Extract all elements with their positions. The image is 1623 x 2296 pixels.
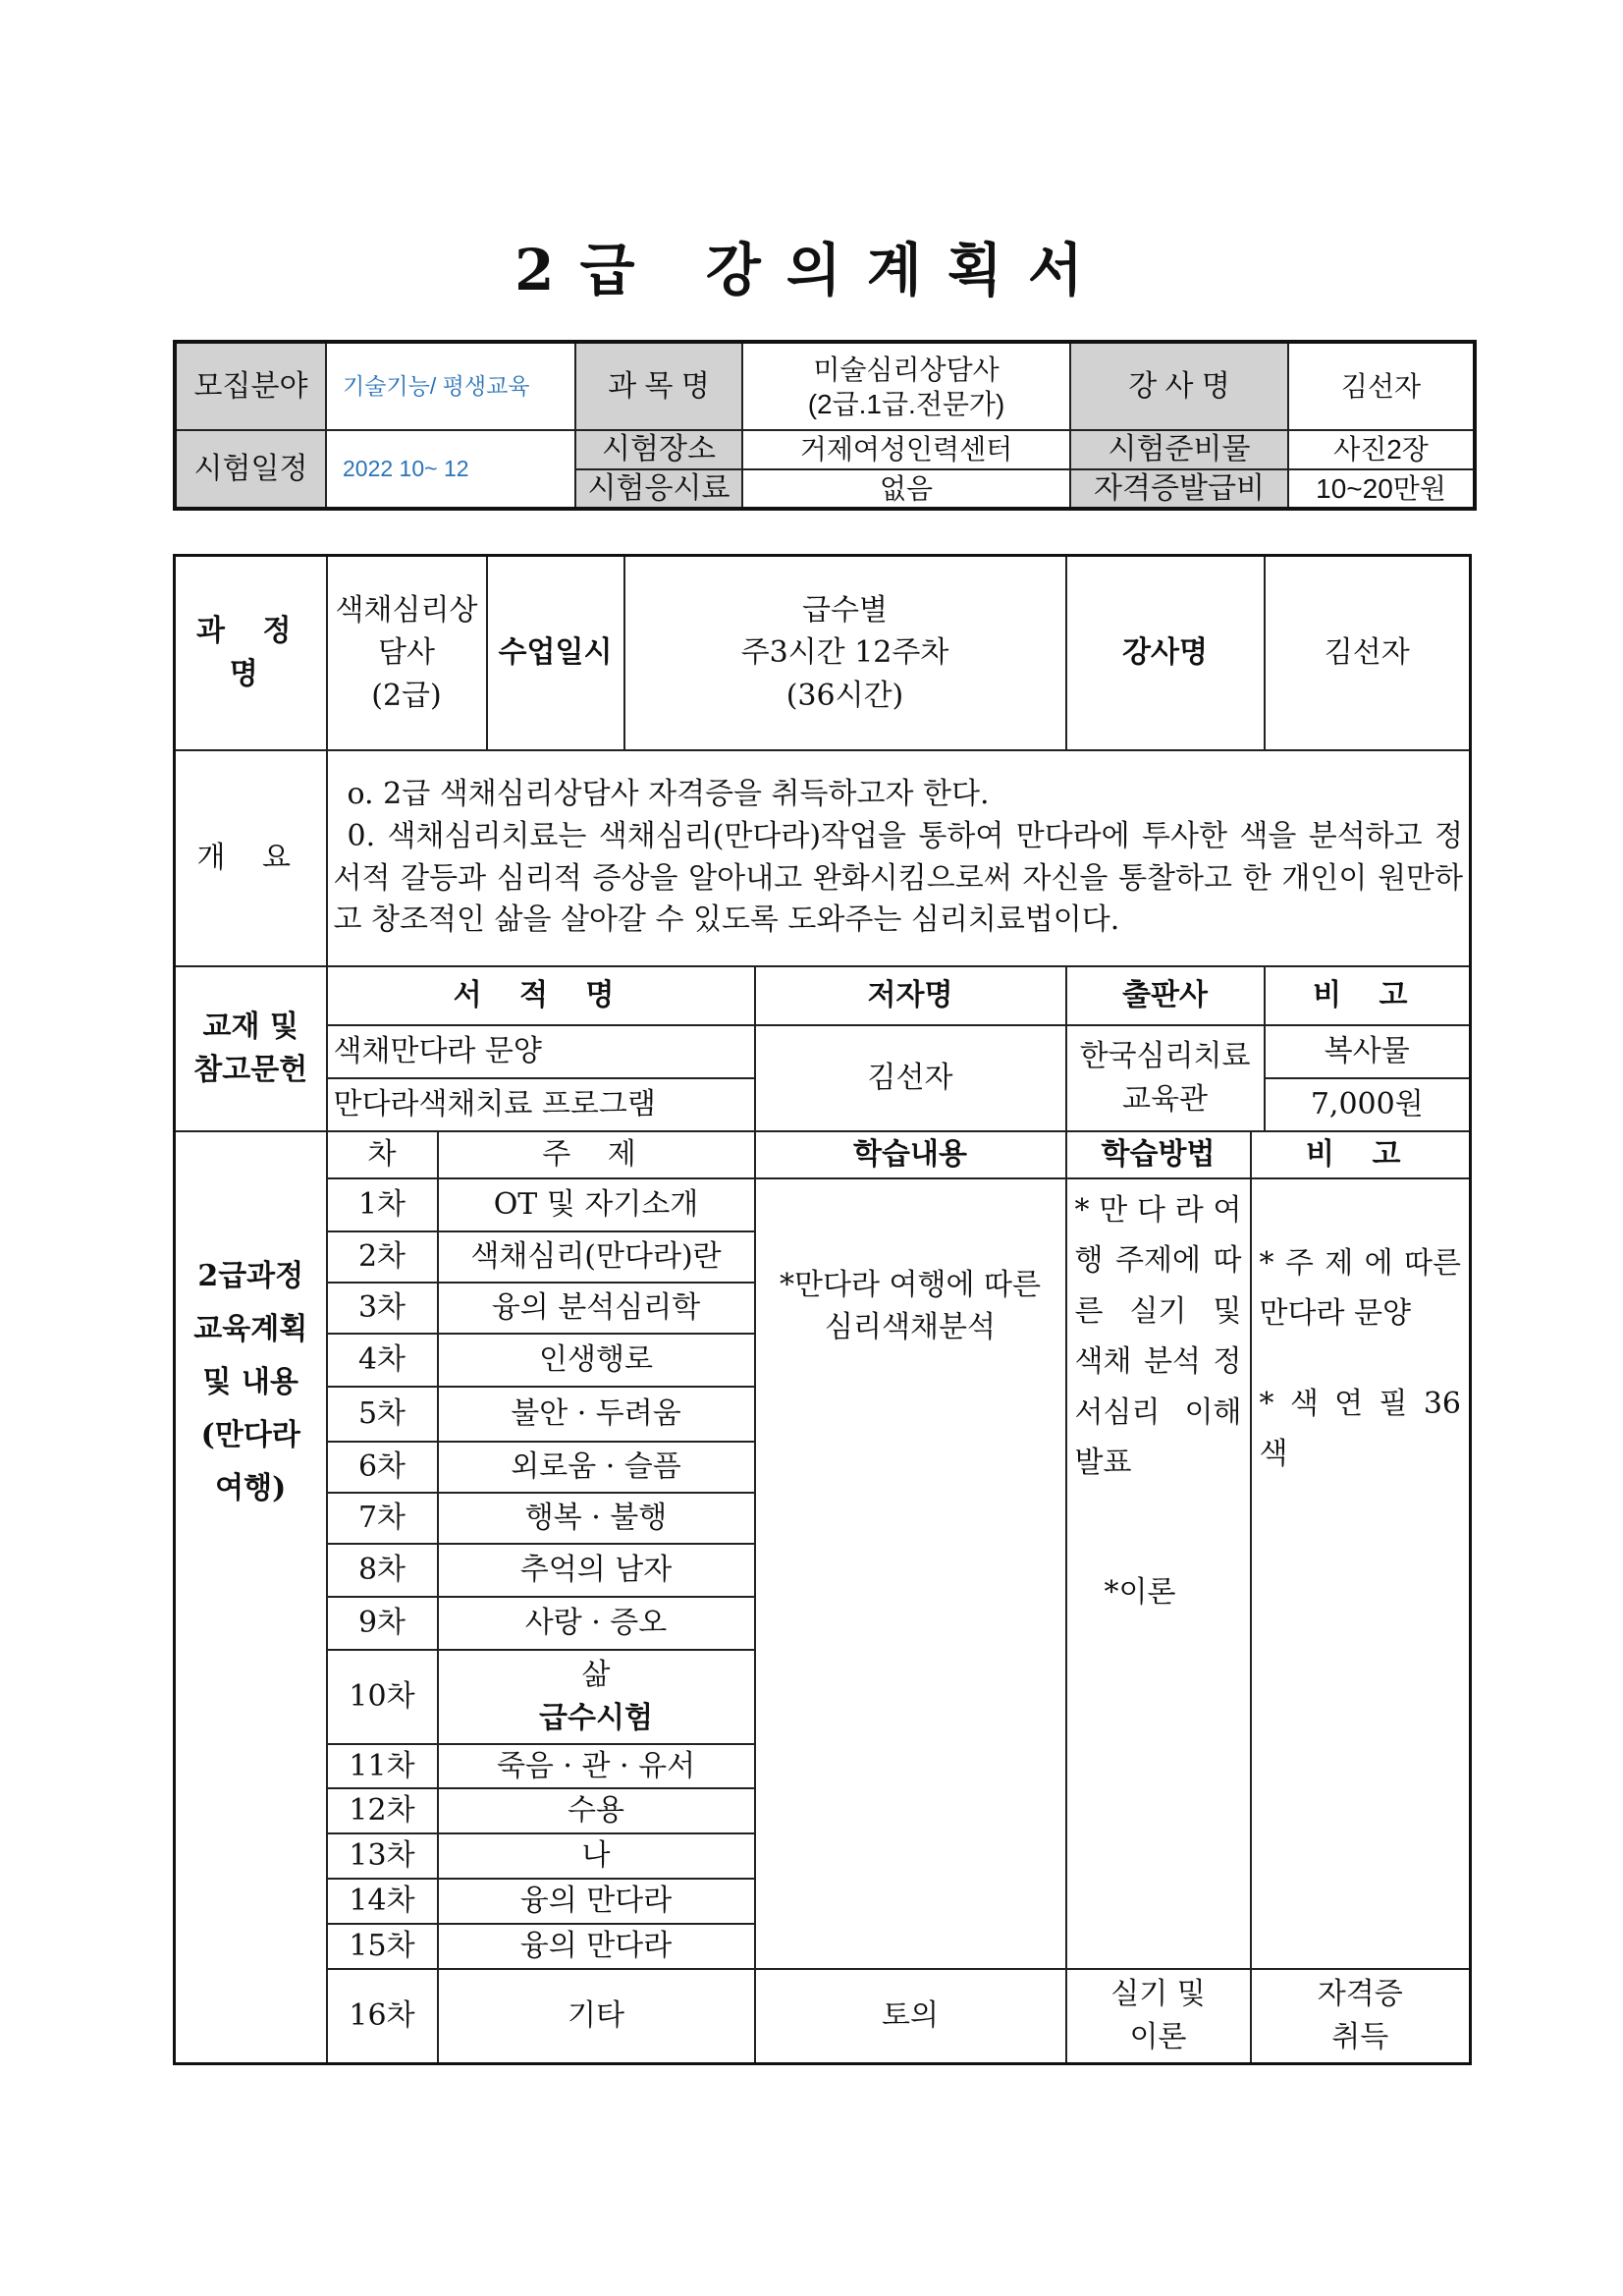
session-topic: 죽음 · 관 · 유서 <box>438 1744 755 1789</box>
exam-prep-label: 시험준비물 <box>1070 430 1288 469</box>
recruit-value: 기술기능/ 평생교육 <box>326 342 575 430</box>
exam-date-value: 2022 10~ 12 <box>326 430 575 509</box>
session-topic: 사랑 · 증오 <box>438 1597 755 1650</box>
session-no: 15차 <box>327 1924 438 1969</box>
session-topic: 융의 분석심리학 <box>438 1283 755 1334</box>
schedule-line2: 주3시간 12주차 <box>740 635 949 670</box>
exam-prep-value: 사진2장 <box>1288 430 1475 469</box>
info-table <box>173 340 1477 511</box>
plan-col-content: 학습내용 <box>755 1131 1066 1178</box>
session-topic: 색채심리(만다라)란 <box>438 1231 755 1283</box>
exam-fee-label: 시험응시료 <box>575 469 742 510</box>
session-topic: OT 및 자기소개 <box>438 1178 755 1231</box>
book-row-2-note: 7,000원 <box>1265 1078 1471 1131</box>
plan-label <box>175 1131 327 2064</box>
books-col-title: 서 적 명 <box>327 966 755 1025</box>
recruit-label: 모집분야 <box>175 342 326 430</box>
books-label <box>175 966 327 1131</box>
learning-content-line2: 심리색채분석 <box>825 1310 996 1344</box>
session-no: 12차 <box>327 1788 438 1833</box>
plan-col-topic: 주 제 <box>438 1131 755 1178</box>
book-row-1-title: 색채만다라 문양 <box>327 1025 755 1078</box>
session-no: 13차 <box>327 1833 438 1879</box>
last-note-line2: 취득 <box>1331 2019 1389 2054</box>
plan-col-note: 비 고 <box>1251 1131 1471 1178</box>
plan-label-line1: 2급과정 <box>197 1258 304 1293</box>
session-no: 11차 <box>327 1744 438 1789</box>
plan-col-session: 차 <box>327 1131 438 1178</box>
session-no: 14차 <box>327 1879 438 1924</box>
session-topic <box>438 1650 755 1744</box>
last-content: 토의 <box>755 1969 1066 2063</box>
session-topic: 기타 <box>438 1969 755 2063</box>
book-row-1-note: 복사물 <box>1265 1025 1471 1078</box>
learning-method-theory: *이론 <box>1104 1575 1176 1611</box>
last-note-line1: 자격증 <box>1317 1977 1403 2012</box>
cert-fee-label: 자격증발급비 <box>1070 469 1288 510</box>
learning-method-main: * 만 다 라 여 행 주제에 따른 실기 및 색채 분석 정서심리 이해 발표 <box>1074 1192 1242 1481</box>
session-no: 16차 <box>327 1969 438 2063</box>
exam-fee-value: 없음 <box>742 469 1070 510</box>
plan-label-line3: 및 내용 <box>202 1364 298 1399</box>
course-name-line1: 색채심리상담사 <box>335 592 478 670</box>
session-no: 3차 <box>327 1283 438 1334</box>
session-no: 6차 <box>327 1442 438 1493</box>
session-topic-line1: 삶 <box>581 1658 611 1692</box>
subject-value-line1: 미술심리상담사 <box>813 354 1000 385</box>
session-topic: 인생행로 <box>438 1334 755 1387</box>
session-topic: 융의 만다라 <box>438 1924 755 1969</box>
plan-col-method: 학습방법 <box>1066 1131 1251 1178</box>
learning-method <box>1066 1178 1251 1970</box>
session-no: 10차 <box>327 1650 438 1744</box>
session-no: 5차 <box>327 1387 438 1442</box>
course-instructor-value: 김선자 <box>1265 556 1471 750</box>
exam-place-label: 시험장소 <box>575 430 742 469</box>
schedule-line1: 급수별 <box>802 592 888 628</box>
last-method-line2: 이론 <box>1129 2019 1187 2054</box>
course-plan-table <box>173 554 1472 2065</box>
course-name-line2: (2급) <box>371 678 442 713</box>
learning-content-line1: *만다라 여행에 따른 <box>780 1267 1041 1302</box>
instructor-label: 강 사 명 <box>1070 342 1288 430</box>
course-instructor-label: 강사명 <box>1066 556 1265 750</box>
schedule-line3: (36시간) <box>785 678 904 713</box>
session-no: 1차 <box>327 1178 438 1231</box>
session-topic: 추억의 남자 <box>438 1544 755 1597</box>
overview-line2: 0. 색채심리치료는 색채심리(만다라)작업을 통하여 만다라에 투사한 색을 분석하고 정서적 갈등과 심리적 증상을 알아내고 완화시킴으로써 자신을 통찰하고 한 개인이 원만하고 창조적인 삶을 살아갈 수 있도록 도와주는 심리치료법이다. <box>333 818 1464 938</box>
overview-text <box>327 750 1471 966</box>
last-note <box>1251 1969 1471 2063</box>
last-method-line1: 실기 및 <box>1110 1977 1206 2012</box>
course-name-label: 과 정 명 <box>175 556 327 750</box>
subject-value-line2: (2급.1급.전문가) <box>807 388 1005 419</box>
session-topic: 나 <box>438 1833 755 1879</box>
session-no: 8차 <box>327 1544 438 1597</box>
cert-fee-value: 10~20만원 <box>1288 469 1475 510</box>
books-col-author: 저자명 <box>755 966 1066 1025</box>
session-no: 4차 <box>327 1334 438 1387</box>
session-topic: 융의 만다라 <box>438 1879 755 1924</box>
session-no: 7차 <box>327 1493 438 1544</box>
book-author: 김선자 <box>755 1025 1066 1131</box>
book-row-2-title: 만다라색채치료 프로그램 <box>327 1078 755 1131</box>
session-topic: 행복 · 불행 <box>438 1493 755 1544</box>
plan-note <box>1251 1178 1471 1970</box>
books-col-publisher: 출판사 <box>1066 966 1265 1025</box>
session-topic: 외로움 · 슬픔 <box>438 1442 755 1493</box>
session-no: 9차 <box>327 1597 438 1650</box>
exam-date-label: 시험일정 <box>175 430 326 509</box>
page-title: 2급 강의계획서 <box>514 237 1109 303</box>
course-name-value <box>327 556 487 750</box>
overview-label: 개 요 <box>175 750 327 966</box>
schedule-value <box>624 556 1066 750</box>
session-topic-line2: 급수시험 <box>539 1700 653 1735</box>
plan-label-line2: 교육계획 <box>193 1311 308 1346</box>
schedule-label: 수업일시 <box>487 556 624 750</box>
last-method <box>1066 1969 1251 2063</box>
subject-value <box>742 342 1070 430</box>
books-col-note: 비 고 <box>1265 966 1471 1025</box>
plan-label-line5: 여행) <box>215 1470 287 1505</box>
exam-place-value: 거제여성인력센터 <box>742 430 1070 469</box>
plan-label-line4: (만다라 <box>200 1417 300 1452</box>
book-publisher: 한국심리치료교육관 <box>1066 1025 1265 1131</box>
instructor-value: 김선자 <box>1288 342 1475 430</box>
session-topic: 수용 <box>438 1788 755 1833</box>
session-topic: 불안 · 두려움 <box>438 1387 755 1442</box>
books-label-line1: 교재 및 <box>202 1010 298 1044</box>
overview-line1: o. 2급 색채심리상담사 자격증을 취득하고자 한다. <box>347 777 990 812</box>
learning-content <box>755 1178 1066 1970</box>
plan-note-line2: * 색 연 필 36색 <box>1259 1386 1462 1472</box>
subject-label: 과 목 명 <box>575 342 742 430</box>
books-label-line2: 참고문헌 <box>193 1052 308 1087</box>
plan-note-line1: * 주 제 에 따른 만다라 문양 <box>1259 1245 1462 1332</box>
session-no: 2차 <box>327 1231 438 1283</box>
